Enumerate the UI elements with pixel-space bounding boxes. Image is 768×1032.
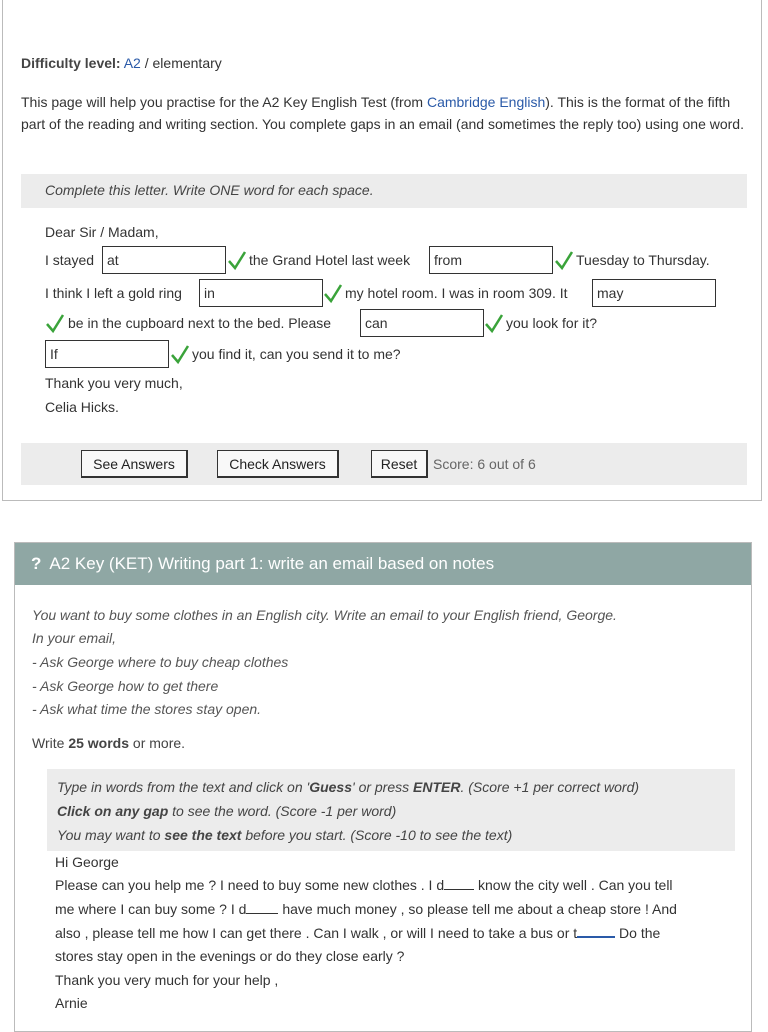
letter-thanks: Thank you very much, bbox=[45, 375, 183, 391]
letter-line1c: Tuesday to Thursday. bbox=[576, 252, 710, 268]
intro-part1: This page will help you practise for the A2 Key English Test (from bbox=[21, 94, 427, 110]
help-text: You may want to bbox=[57, 827, 165, 843]
email-line: stores stay open in the evenings or do they close early ? bbox=[55, 948, 405, 964]
cambridge-link[interactable]: Cambridge English bbox=[426, 94, 546, 110]
exercise-instruction: Complete this letter. Write ONE word for each space. bbox=[21, 174, 747, 208]
gap-3[interactable]: in bbox=[199, 279, 323, 307]
difficulty-desc: elementary bbox=[152, 55, 222, 71]
task-line: - Ask what time the stores stay open. bbox=[32, 701, 262, 717]
help-line-1 bbox=[57, 775, 735, 799]
intro-text bbox=[21, 91, 749, 135]
level-link[interactable]: A2 bbox=[123, 55, 141, 71]
email-line: Thank you very much for your help , bbox=[55, 972, 279, 988]
letter-signature: Celia Hicks. bbox=[45, 399, 119, 415]
reset-button[interactable]: Reset bbox=[371, 450, 428, 478]
gap-6[interactable]: If bbox=[45, 340, 169, 368]
email-gap[interactable] bbox=[246, 913, 278, 914]
letter-line4a: you find it, can you send it to me? bbox=[192, 346, 401, 362]
check-icon bbox=[484, 312, 504, 334]
help-line-3 bbox=[57, 823, 735, 847]
check-icon bbox=[227, 249, 247, 271]
writing-panel bbox=[14, 542, 752, 1032]
letter-line3a: be in the cupboard next to the bed. Please bbox=[68, 315, 332, 331]
email-signature: Arnie bbox=[55, 995, 88, 1011]
score-text: Score: 6 out of 6 bbox=[433, 456, 536, 472]
help-text: ' or press bbox=[352, 779, 414, 795]
intro-part2: ). This is the format of the fifth part of the reading and writing section. You complete gaps in an email (and sometimes the reply too) using one word. bbox=[21, 94, 744, 132]
button-bar bbox=[21, 443, 747, 485]
letter-line3b: you look for it? bbox=[506, 315, 598, 331]
help-guess: Guess bbox=[309, 779, 352, 795]
task-line: - Ask George where to buy cheap clothes bbox=[32, 654, 289, 670]
check-answers-button[interactable]: Check Answers bbox=[217, 450, 339, 478]
letter-line2a: I think I left a gold ring bbox=[45, 285, 182, 301]
exercise-panel bbox=[2, 0, 762, 501]
gap-4[interactable]: may bbox=[592, 279, 716, 307]
question-icon: ? bbox=[31, 554, 42, 573]
email-line bbox=[55, 877, 673, 893]
check-icon bbox=[45, 312, 65, 334]
write-b: 25 words bbox=[68, 735, 130, 751]
check-icon bbox=[554, 249, 574, 271]
email-text: know the city well . Can you tell bbox=[474, 877, 673, 893]
email-greeting: Hi George bbox=[55, 854, 119, 870]
email-text: also , please tell me how I can get there . Can I walk , or will I need to take a bus or t bbox=[55, 925, 578, 941]
writing-panel-title: A2 Key (KET) Writing part 1: write an email based on notes bbox=[49, 554, 495, 573]
email-text: Please can you help me ? I need to buy some new clothes . I d bbox=[55, 877, 445, 893]
email-gap[interactable] bbox=[444, 889, 474, 890]
task-line: - Ask George how to get there bbox=[32, 678, 219, 694]
gap-5[interactable]: can bbox=[360, 309, 484, 337]
check-icon bbox=[170, 343, 190, 365]
gap-1[interactable]: at bbox=[102, 246, 226, 274]
help-text: to see the word. (Score -1 per word) bbox=[168, 803, 397, 819]
help-click-gap: Click on any gap bbox=[57, 803, 169, 819]
letter-line2b: my hotel room. I was in room 309. It bbox=[345, 285, 568, 301]
difficulty-label: Difficulty level: bbox=[21, 55, 121, 71]
see-answers-button[interactable]: See Answers bbox=[81, 450, 188, 478]
see-text-link[interactable]: see the text bbox=[164, 827, 242, 843]
write-c: or more. bbox=[129, 735, 186, 751]
task-line: In your email, bbox=[32, 630, 117, 646]
email-gap-active[interactable] bbox=[577, 936, 615, 938]
letter-line1a: I stayed bbox=[45, 252, 95, 268]
email-text: Do the bbox=[615, 925, 661, 941]
word-count-note bbox=[32, 735, 185, 751]
check-icon bbox=[323, 282, 343, 304]
difficulty-separator: / bbox=[140, 55, 153, 71]
writing-panel-header[interactable] bbox=[15, 543, 751, 585]
task-line: You want to buy some clothes in an English city. Write an email to your English friend, George. bbox=[32, 607, 617, 623]
email-text: have much money , so please tell me about a cheap store ! And bbox=[278, 901, 677, 917]
guess-instructions bbox=[47, 769, 735, 851]
email-line bbox=[55, 925, 660, 941]
letter-line1b: the Grand Hotel last week bbox=[249, 252, 411, 268]
email-line bbox=[55, 901, 677, 917]
help-line-2 bbox=[57, 799, 735, 823]
letter-greeting: Dear Sir / Madam, bbox=[45, 224, 159, 240]
email-text: me where I can buy some ? I d bbox=[55, 901, 247, 917]
difficulty-level bbox=[21, 55, 222, 71]
help-text: Type in words from the text and click on ' bbox=[57, 779, 310, 795]
write-a: Write bbox=[32, 735, 69, 751]
help-enter: ENTER bbox=[413, 779, 461, 795]
help-text: before you start. (Score -10 to see the text) bbox=[241, 827, 513, 843]
gap-2[interactable]: from bbox=[429, 246, 553, 274]
help-text: . (Score +1 per correct word) bbox=[460, 779, 640, 795]
